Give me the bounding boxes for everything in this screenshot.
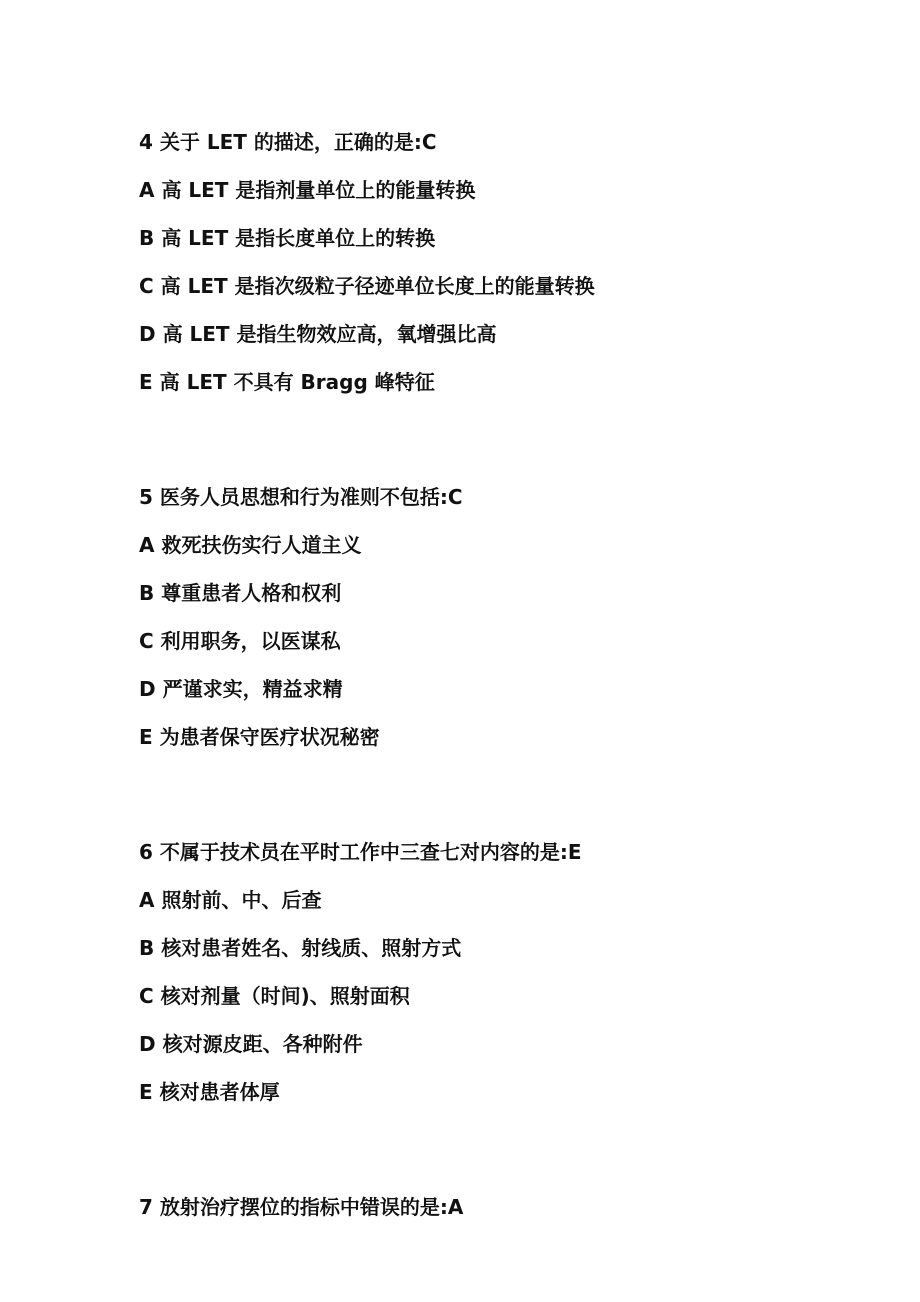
option-d: D 核对源皮距、各种附件 <box>139 1032 363 1056</box>
option-d: D 严谨求实，精益求精 <box>139 677 343 701</box>
option-a: A 高 LET 是指剂量单位上的能量转换 <box>139 178 476 202</box>
question-6 <box>139 828 920 1116</box>
question-4 <box>139 118 920 406</box>
option-c: C 高 LET 是指次级粒子径迹单位长度上的能量转换 <box>139 274 595 298</box>
option-c: C 核对剂量（时间)、照射面积 <box>139 984 410 1008</box>
option-a: A 照射前、中、后查 <box>139 888 322 912</box>
option-e: E 核对患者体厚 <box>139 1080 280 1104</box>
option-e: E 为患者保守医疗状况秘密 <box>139 725 380 749</box>
question-5 <box>139 473 920 761</box>
option-a: A 救死扶伤实行人道主义 <box>139 533 362 557</box>
question-stem: 5 医务人员思想和行为准则不包括:C <box>139 485 463 509</box>
option-b: B 高 LET 是指长度单位上的转换 <box>139 226 436 250</box>
option-b: B 尊重患者人格和权利 <box>139 581 342 605</box>
option-b: B 核对患者姓名、射线质、照射方式 <box>139 936 462 960</box>
question-7 <box>139 1183 920 1231</box>
option-c: C 利用职务，以医谋私 <box>139 629 341 653</box>
option-d: D 高 LET 是指生物效应高，氧增强比高 <box>139 322 497 346</box>
question-stem: 6 不属于技术员在平时工作中三查七对内容的是:E <box>139 840 582 864</box>
question-stem: 7 放射治疗摆位的指标中错误的是:A <box>139 1195 464 1219</box>
question-stem: 4 关于 LET 的描述，正确的是:C <box>139 130 437 154</box>
option-e: E 高 LET 不具有 Bragg 峰特征 <box>139 370 435 394</box>
